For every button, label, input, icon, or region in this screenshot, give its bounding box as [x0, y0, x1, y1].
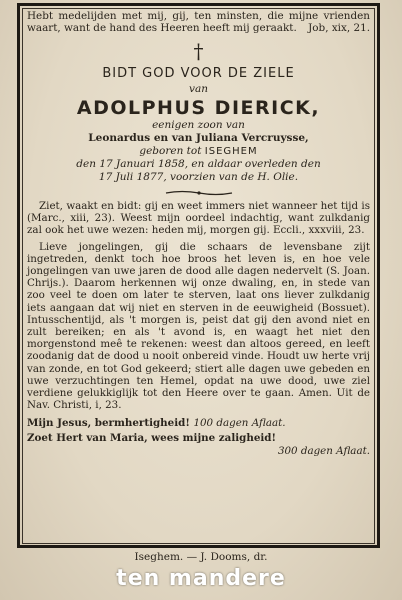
cross-icon: †: [193, 39, 204, 63]
birthplace-line: [27, 145, 370, 158]
dates-line-2: 17 Juli 1877, voorzien van de H. Olie.: [98, 171, 299, 183]
birthplace: ISEGHEM: [204, 146, 258, 157]
ornamental-divider: [164, 190, 234, 196]
watermark: ten mandere: [116, 566, 286, 591]
printer-credit: Iseghem. — J. Dooms, dr.: [134, 551, 268, 563]
exhortation-paragraph: Ziet, waakt en bidt: gij en weet immers niet wanneer het tijd is (Marc., xiii, 23). Weest mijn oordeel indachtig, want zulkdanig zal ook het uwe wezen: heden mij, morgen gij. Eccli., xxxviii, 23.: [27, 200, 370, 237]
invocation-1: [27, 417, 370, 430]
invocation-1-text: Mijn Jesus, bermhertigheid!: [27, 417, 190, 430]
epigraph-reference: Job, xix, 21.: [308, 22, 370, 34]
van-label: van: [189, 83, 208, 95]
counsel-paragraph: Lieve jongelingen, gij die schaars de levensbane zijt ingetreden, denkt toch hoe broos het leven is, en hoe vele jongelingen van uwe jaren de dood alle dagen nedervelt (S. Joan. Chrijs.). Daarom herkennen wij onze dwaling, en, in stede van zoo veel te doen om later te sterven, laat ons liever zulkdanig iets aangaan dat wij niet en sterven in de eeuwigheid (Bossuet). Intusschentijd, als 't morgen is, peist dat gij den avond niet en zult bereiken; en als 't avond is, en waagt het niet den morgenstond meê te rekenen: weest dan altoos gereed, en leeft zoodanig dat de dood u nooit onbereid vinde. Houdt uw herte vrij van zonde, en tot God gekeerd; stiert alle dagen uwe gebeden en uwe verzuchtingen ten Hemel, opdat na uwe dood, uwe ziel verdiene gelukkiglijk tot den Heere over te gaan. Amen. Uit de Nav. Christi, i, 23.: [27, 240, 370, 412]
epigraph: [27, 10, 370, 34]
parents-line: Leonardus en van Juliana Vercruysse,: [88, 132, 309, 144]
card-content: [27, 10, 370, 458]
son-line: eenigen zoon van: [152, 119, 245, 131]
dates-line-1: den 17 Januari 1858, en aldaar overleden den: [76, 158, 321, 170]
invocation-1-indulgence: 100 dagen Aflaat.: [193, 417, 286, 430]
invocation-2: [27, 432, 370, 458]
prayer-heading: BIDT GOD VOOR DE ZIELE: [102, 66, 295, 81]
invocation-2-indulgence: 300 dagen Aflaat.: [277, 445, 370, 458]
deceased-name: ADOLPHUS DIERICK,: [76, 97, 321, 119]
invocation-2-text: Zoet Hert van Maria, wees mijne zaligheid!: [27, 432, 277, 445]
epigraph-text: Hebt medelijden met mij, gij, ten minsten, die mijne vrienden waart, want de hand des Heeren heeft mij geraakt.: [27, 10, 370, 34]
born-pre: geboren tot: [139, 145, 202, 157]
